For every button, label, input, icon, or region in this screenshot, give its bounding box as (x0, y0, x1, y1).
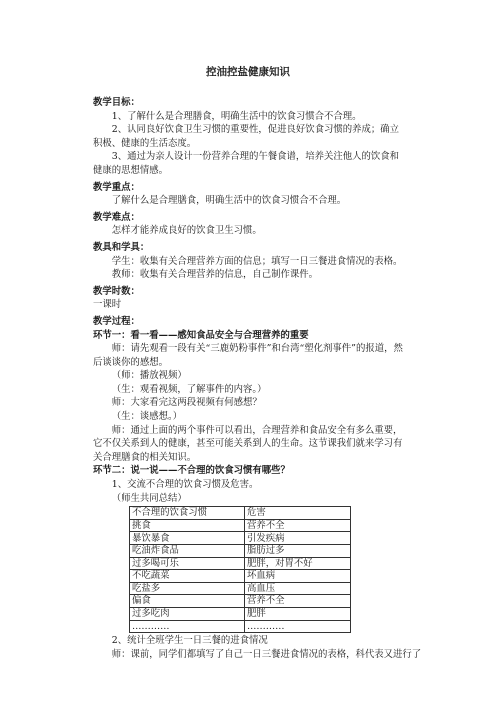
table-row (130, 582, 351, 595)
table-row (130, 519, 351, 532)
step1-line-6: 师：通过上面的两个事件可以看出，合理营养和食品安全有多么重要，它不仅关系到人的健康，甚至可能关系到人的生命。这节课我们就来学习有关合理膳食的相关知识。 (93, 424, 403, 463)
goal-item-1: 1、了解什么是合理膳食，明确生活中的饮食习惯合不合理。 (111, 110, 362, 122)
tools-student: 学生：收集有关合理营养方面的信息；填写一日三餐进食情况的表格。 (111, 255, 403, 267)
document-title: 控油控盐健康知识 (206, 66, 290, 78)
hours-text: 一课时 (93, 299, 122, 311)
step1-line-1: 师：请先观看一段有关“三鹿奶粉事件”和台湾“塑化剂事件”的报道，然后谈谈你的感想。 (93, 343, 403, 368)
table-cell: 肥胖 (245, 607, 351, 620)
table-header-row (130, 507, 351, 520)
goal-item-3: 3、通过为亲人设计一份营养合理的午餐食谱，培养关注他人的饮食和健康的思想情感。 (93, 151, 400, 176)
table-header-cell: 危害 (245, 507, 351, 520)
table-row (130, 545, 351, 558)
table-row (130, 532, 351, 545)
step2-item-1: 1、交流不合理的饮食习惯及危害。 (111, 479, 259, 491)
table-cell: 营养不全 (245, 519, 351, 532)
key-point-text: 了解什么是合理膳食，明确生活中的饮食习惯合不合理。 (111, 195, 347, 207)
table-cell: 吃盐多 (130, 582, 245, 595)
table-cell: 暴饮暴食 (130, 532, 245, 545)
table-cell: 吃油炸食品 (130, 545, 245, 558)
table-cell: 脂肪过多 (245, 545, 351, 558)
step1-line-3: （生：观看视频，了解事件的内容。） (111, 383, 267, 395)
table-cell: 不吃蔬菜 (130, 570, 245, 583)
difficulty-text: 怎样才能养成良好的饮食卫生习惯。 (111, 225, 262, 237)
tools-heading: 教具和学具： (93, 241, 150, 253)
goal-item-2: 2、认同良好饮食卫生习惯的重要性，促进良好饮食习惯的养成；确立积极、健康的生活态度。 (93, 124, 400, 149)
table-cell: ………… (245, 620, 351, 633)
step1-line-2: （师：播放视频） (111, 370, 187, 382)
hours-heading: 教学时数： (93, 285, 140, 297)
step2-heading: 环节二：说一说——不合理的饮食习惯有哪些？ (93, 465, 290, 477)
table-cell: 坏血病 (245, 570, 351, 583)
table-row (130, 557, 351, 570)
table-cell: 过多吃肉 (130, 607, 245, 620)
goals-heading: 教学目标： (93, 97, 140, 108)
table-cell: 过多喝可乐 (130, 557, 245, 570)
key-point-heading: 教学重点： (93, 181, 140, 193)
table-cell: ………… (130, 620, 245, 633)
step1-heading: 环节一：看一看——感知食品安全与合理营养的重要 (93, 329, 309, 341)
table-row (130, 607, 351, 620)
process-heading: 教学过程： (93, 315, 140, 327)
table-row (130, 570, 351, 583)
difficulty-heading: 教学难点： (93, 211, 140, 223)
step2-item-2: 2、统计全班学生一日三餐的进食情况 (111, 635, 268, 647)
table-cell: 挑食 (130, 519, 245, 532)
table-row (130, 595, 351, 608)
table-header-cell: 不合理的饮食习惯 (130, 507, 245, 520)
table-row (130, 620, 351, 633)
table-cell: 营养不全 (245, 595, 351, 608)
table-cell: 高血压 (245, 582, 351, 595)
document-body (93, 96, 422, 661)
habits-table (129, 506, 351, 633)
step2-item-2-text: 师：课前，同学们都填写了自己一日三餐进食情况的表格，科代表又进行了 (111, 648, 422, 660)
table-cell: 肥胖，对胃不好 (245, 557, 351, 570)
step1-line-5: （生：谈感想。） (111, 411, 183, 423)
table-cell: 偏食 (130, 595, 245, 608)
tools-teacher: 教师：收集有关合理营养的信息，自己制作课件。 (111, 269, 319, 281)
step1-line-4: 师：大家看完这两段视频有何感想？ (111, 397, 262, 409)
step2-item-1-note: （师生共同总结） (111, 492, 187, 504)
table-cell: 引发疾病 (245, 532, 351, 545)
